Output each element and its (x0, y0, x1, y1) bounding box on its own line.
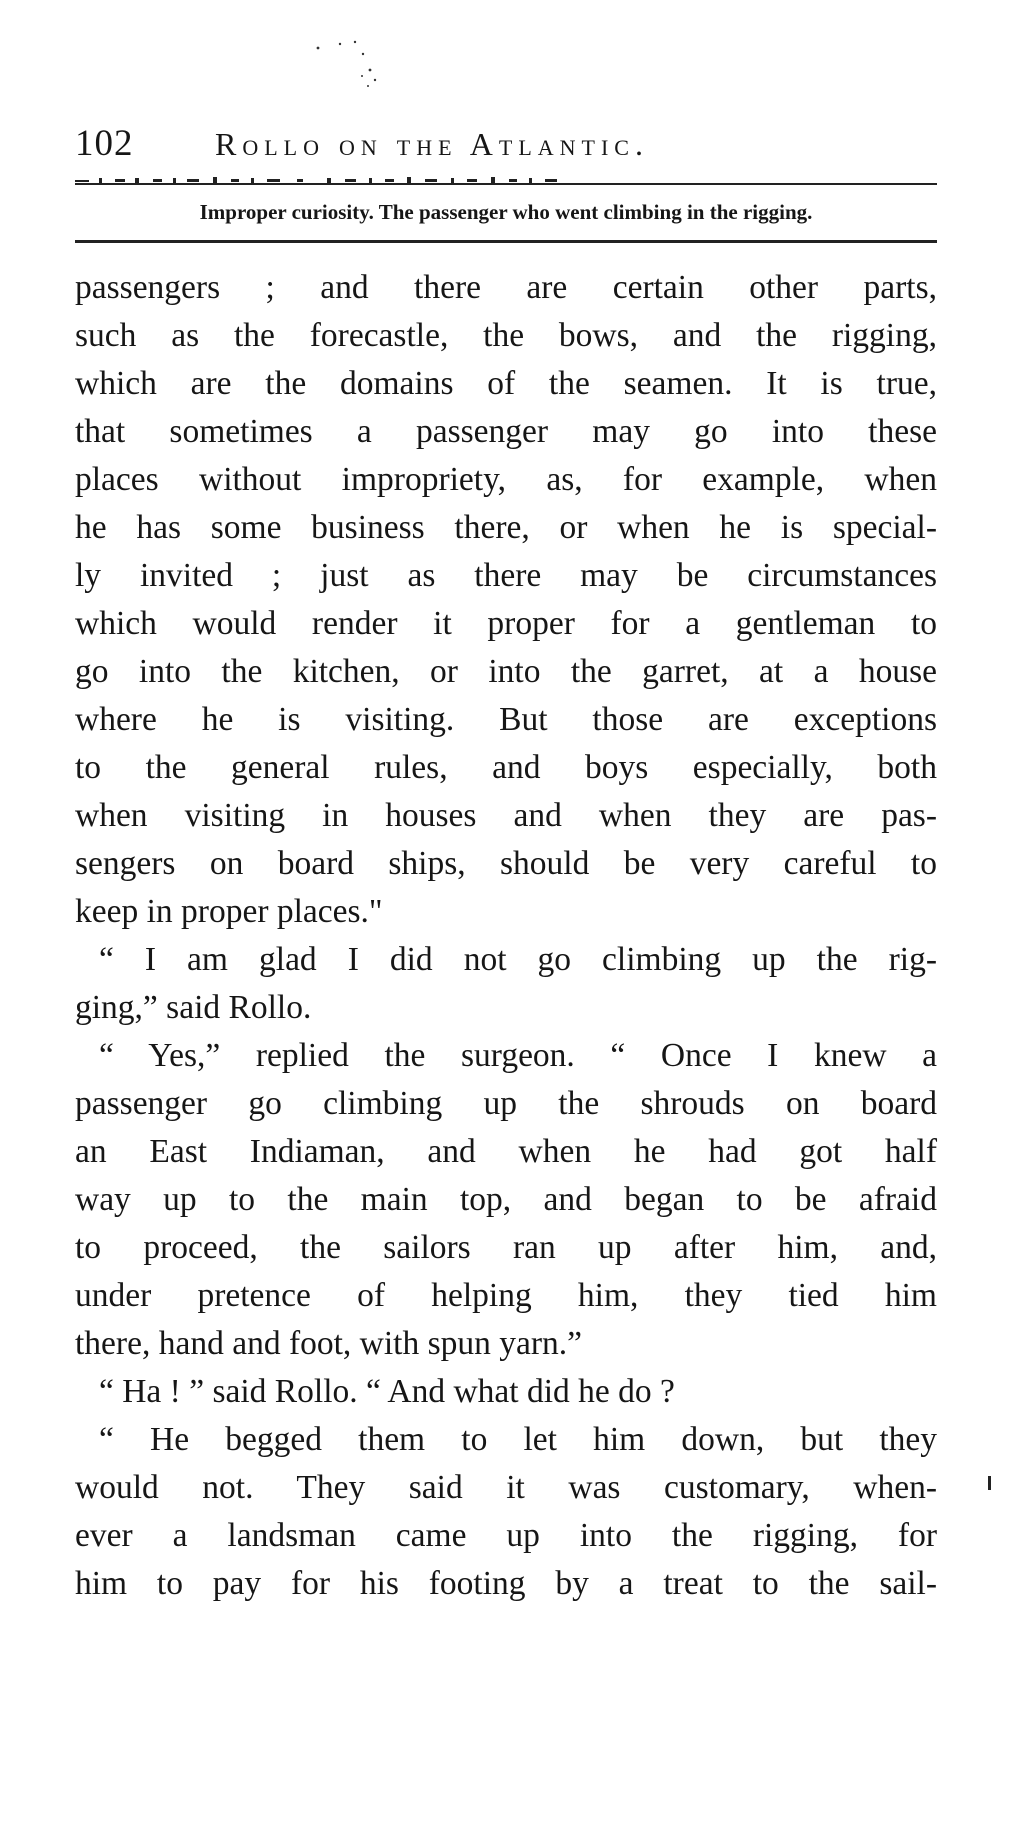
text-line: under pretence of helping him, they tied him (75, 1277, 937, 1314)
header-rule-bottom (75, 240, 937, 243)
text-line: when visiting in houses and when they are pas- (75, 797, 937, 834)
margin-mark (988, 1476, 991, 1490)
running-title: Rollo on the Atlantic. (215, 126, 649, 162)
text-line: way up to the main top, and began to be afraid (75, 1181, 937, 1218)
page-subheading: Improper curiosity. The passenger who went climbing in the rigging. (199, 200, 813, 224)
text-line: that sometimes a passenger may go into these (75, 413, 937, 450)
text-line: which are the domains of the seamen. It is true, (75, 365, 937, 402)
body-text (75, 264, 937, 1608)
text-line: would not. They said it was customary, when- (75, 1469, 937, 1506)
header-rule-top (75, 183, 937, 185)
text-line: there, hand and foot, with spun yarn.” (75, 1325, 583, 1362)
text-line: ly invited ; just as there may be circumstances (75, 557, 937, 594)
text-line: “ Ha ! ” said Rollo. “ And what did he do ? (99, 1373, 675, 1410)
text-line: which would render it proper for a gentleman to (75, 605, 937, 642)
print-specks (300, 40, 420, 100)
page-number: 102 (75, 123, 134, 164)
text-line: ever a landsman came up into the rigging, for (75, 1517, 937, 1554)
text-line: sengers on board ships, should be very careful to (75, 845, 937, 882)
text-line: passengers ; and there are certain other parts, (75, 269, 937, 306)
text-line: ging,” said Rollo. (75, 989, 312, 1026)
text-line: keep in proper places." (75, 893, 383, 930)
text-line: him to pay for his footing by a treat to the sail- (75, 1565, 937, 1602)
running-header (75, 122, 937, 162)
text-line: “ Yes,” replied the surgeon. “ Once I knew a (99, 1037, 937, 1074)
text-line: “ I am glad I did not go climbing up the rig- (99, 941, 937, 978)
text-line: passenger go climbing up the shrouds on board (75, 1085, 937, 1122)
text-line: places without impropriety, as, for example, when (75, 461, 937, 498)
text-line: “ He begged them to let him down, but they (99, 1421, 937, 1458)
text-line: such as the forecastle, the bows, and the rigging, (75, 317, 937, 354)
text-line: where he is visiting. But those are exceptions (75, 701, 937, 738)
text-line: to proceed, the sailors ran up after him, and, (75, 1229, 937, 1266)
text-line: he has some business there, or when he is special- (75, 509, 937, 546)
text-line: to the general rules, and boys especially, both (75, 749, 937, 786)
text-line: an East Indiaman, and when he had got half (75, 1133, 937, 1170)
text-line: go into the kitchen, or into the garret, at a house (75, 653, 937, 690)
